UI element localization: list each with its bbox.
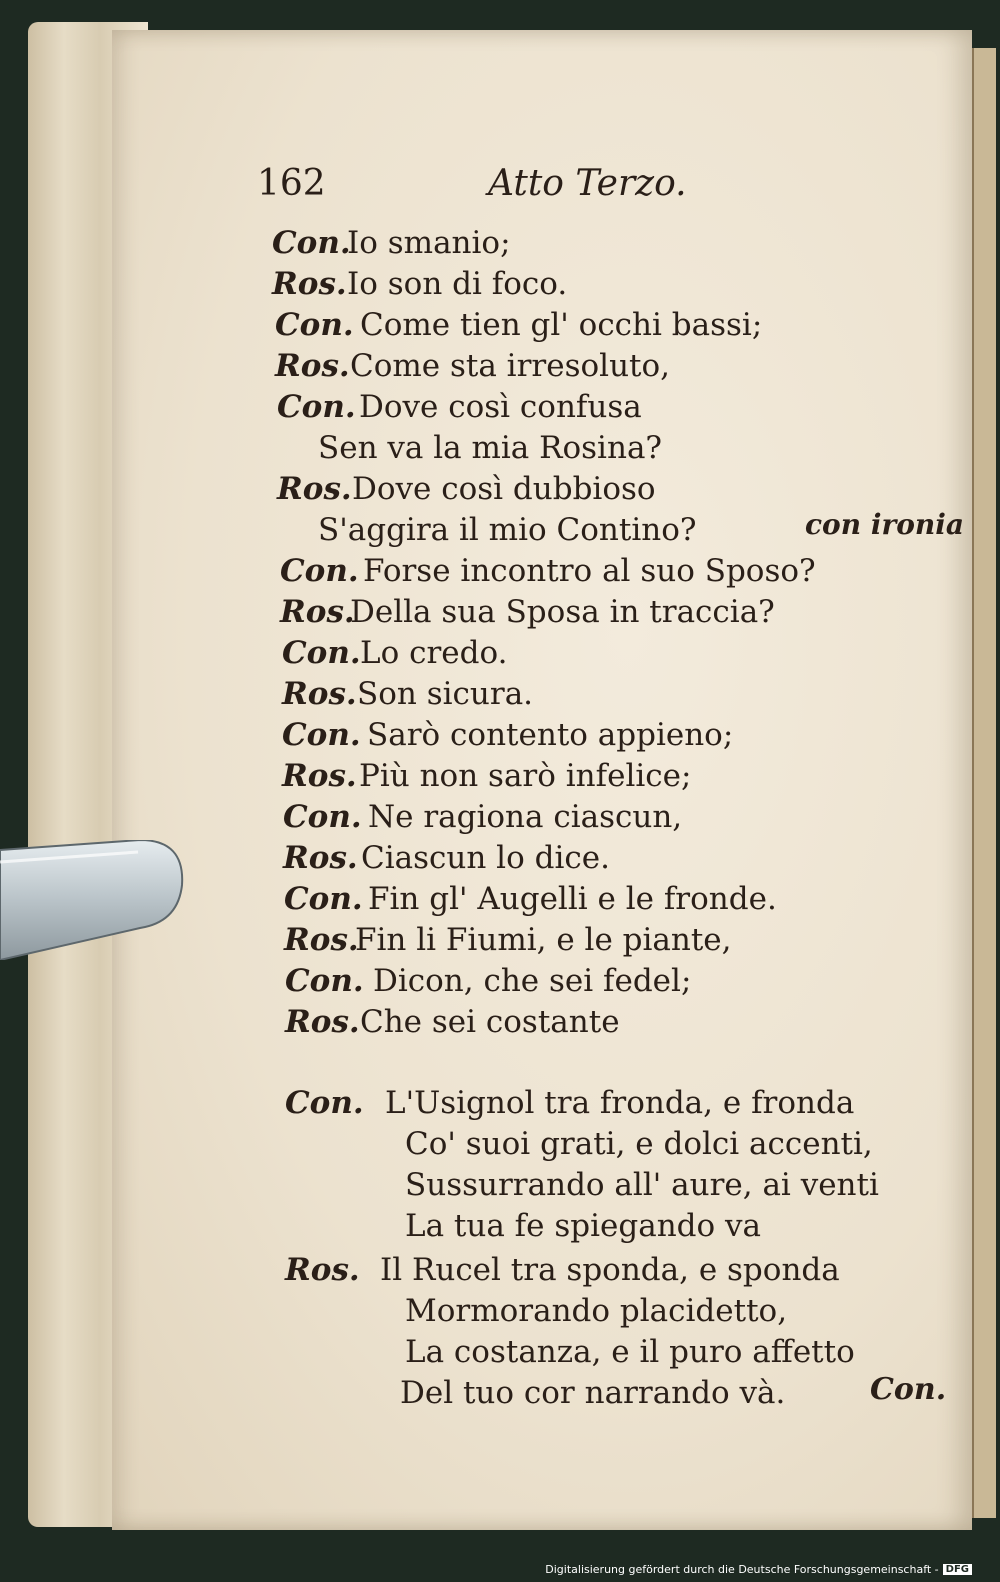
aria-line — [405, 1208, 761, 1244]
dialogue-line — [285, 963, 691, 999]
catchword: Con. — [870, 1372, 947, 1407]
speaker: Con. — [277, 389, 356, 425]
dialogue-line — [282, 717, 733, 753]
line-text: Co' suoi grati, e dolci accenti, — [405, 1126, 873, 1162]
dialogue-line — [275, 348, 670, 384]
speaker: Ros. — [282, 758, 357, 794]
line-text: Mormorando placidetto, — [405, 1293, 788, 1329]
aria-line — [405, 1126, 873, 1162]
speaker: Ros. — [280, 594, 355, 630]
line-text: Forse incontro al suo Sposo? — [363, 553, 816, 589]
speaker: Ros. — [285, 1004, 360, 1040]
dialogue-line — [277, 471, 656, 507]
page-holder-clip — [0, 840, 185, 960]
dialogue-line — [284, 881, 777, 917]
line-text: Ciascun lo dice. — [361, 840, 610, 876]
speaker: Con. — [284, 881, 363, 917]
dialogue-line — [277, 389, 642, 425]
speaker: Con. — [280, 553, 359, 589]
line-text: La costanza, e il puro affetto — [405, 1334, 855, 1370]
line-text: Come sta irresoluto, — [350, 348, 671, 384]
aria-line — [405, 1293, 787, 1329]
dialogue-line — [318, 512, 696, 548]
speaker: Con. — [285, 1085, 364, 1121]
line-text: Della sua Sposa in traccia? — [350, 594, 775, 630]
speaker: Ros. — [283, 840, 358, 876]
dialogue-line — [284, 922, 732, 958]
dialogue-line — [318, 430, 662, 466]
line-text: Che sei costante — [360, 1004, 620, 1040]
stage-direction: con ironia — [805, 508, 965, 541]
dialogue-line — [272, 266, 567, 302]
dialogue-line — [272, 225, 511, 261]
line-text: Dove così dubbioso — [352, 471, 656, 507]
speaker: Ros. — [284, 922, 359, 958]
dialogue-line — [282, 635, 507, 671]
line-text: Il Rucel tra sponda, e sponda — [380, 1252, 840, 1288]
line-text: Son sicura. — [357, 676, 534, 712]
aria-line — [405, 1167, 879, 1203]
speaker: Con. — [285, 963, 364, 999]
aria-line — [285, 1252, 840, 1288]
line-text: S'aggira il mio Contino? — [318, 512, 697, 548]
speaker: Ros. — [277, 471, 352, 507]
dialogue-line — [283, 799, 682, 835]
next-page-edge — [972, 48, 996, 1518]
line-text: Ne ragiona ciascun, — [368, 799, 683, 835]
aria-line — [285, 1085, 854, 1121]
line-text: Sarò contento appieno; — [367, 717, 734, 753]
credit-text: Digitalisierung gefördert durch die Deutsche Forschungsgemeinschaft - — [545, 1563, 939, 1576]
dfg-logo: DFG — [943, 1564, 972, 1575]
dialogue-line — [285, 1004, 620, 1040]
speaker: Con. — [282, 635, 361, 671]
speaker: Con. — [272, 225, 351, 261]
speaker: Ros. — [282, 676, 357, 712]
page-number: 162 — [257, 163, 326, 204]
speaker: Con. — [282, 717, 361, 753]
running-title: Atto Terzo. — [488, 163, 687, 204]
line-text: Del tuo cor narrando và. — [400, 1375, 786, 1411]
dialogue-line — [282, 758, 691, 794]
line-text: Io smanio; — [347, 225, 511, 261]
line-text: Io son di foco. — [347, 266, 568, 302]
speaker: Ros. — [285, 1252, 360, 1288]
line-text: La tua fe spiegando va — [405, 1208, 762, 1244]
line-text: Sussurrando all' aure, ai venti — [405, 1167, 879, 1203]
line-text: Sen va la mia Rosina? — [318, 430, 663, 466]
speaker: Con. — [275, 307, 354, 343]
dialogue-line — [275, 307, 762, 343]
digitization-credit — [545, 1563, 972, 1576]
line-text: Dove così confusa — [359, 389, 642, 425]
dialogue-line — [280, 594, 775, 630]
line-text: L'Usignol tra fronda, e fronda — [385, 1085, 855, 1121]
dialogue-line — [280, 553, 816, 589]
speaker: Ros. — [272, 266, 347, 302]
line-text: Lo credo. — [360, 635, 508, 671]
line-text: Fin li Fiumi, e le piante, — [355, 922, 732, 958]
dialogue-line — [283, 840, 610, 876]
aria-line — [400, 1375, 785, 1411]
line-text: Dicon, che sei fedel; — [373, 963, 692, 999]
line-text: Come tien gl' occhi bassi; — [360, 307, 763, 343]
line-text: Più non sarò infelice; — [359, 758, 692, 794]
line-text: Fin gl' Augelli e le fronde. — [368, 881, 777, 917]
speaker: Con. — [283, 799, 362, 835]
speaker: Ros. — [275, 348, 350, 384]
dialogue-line — [282, 676, 533, 712]
aria-line — [405, 1334, 855, 1370]
